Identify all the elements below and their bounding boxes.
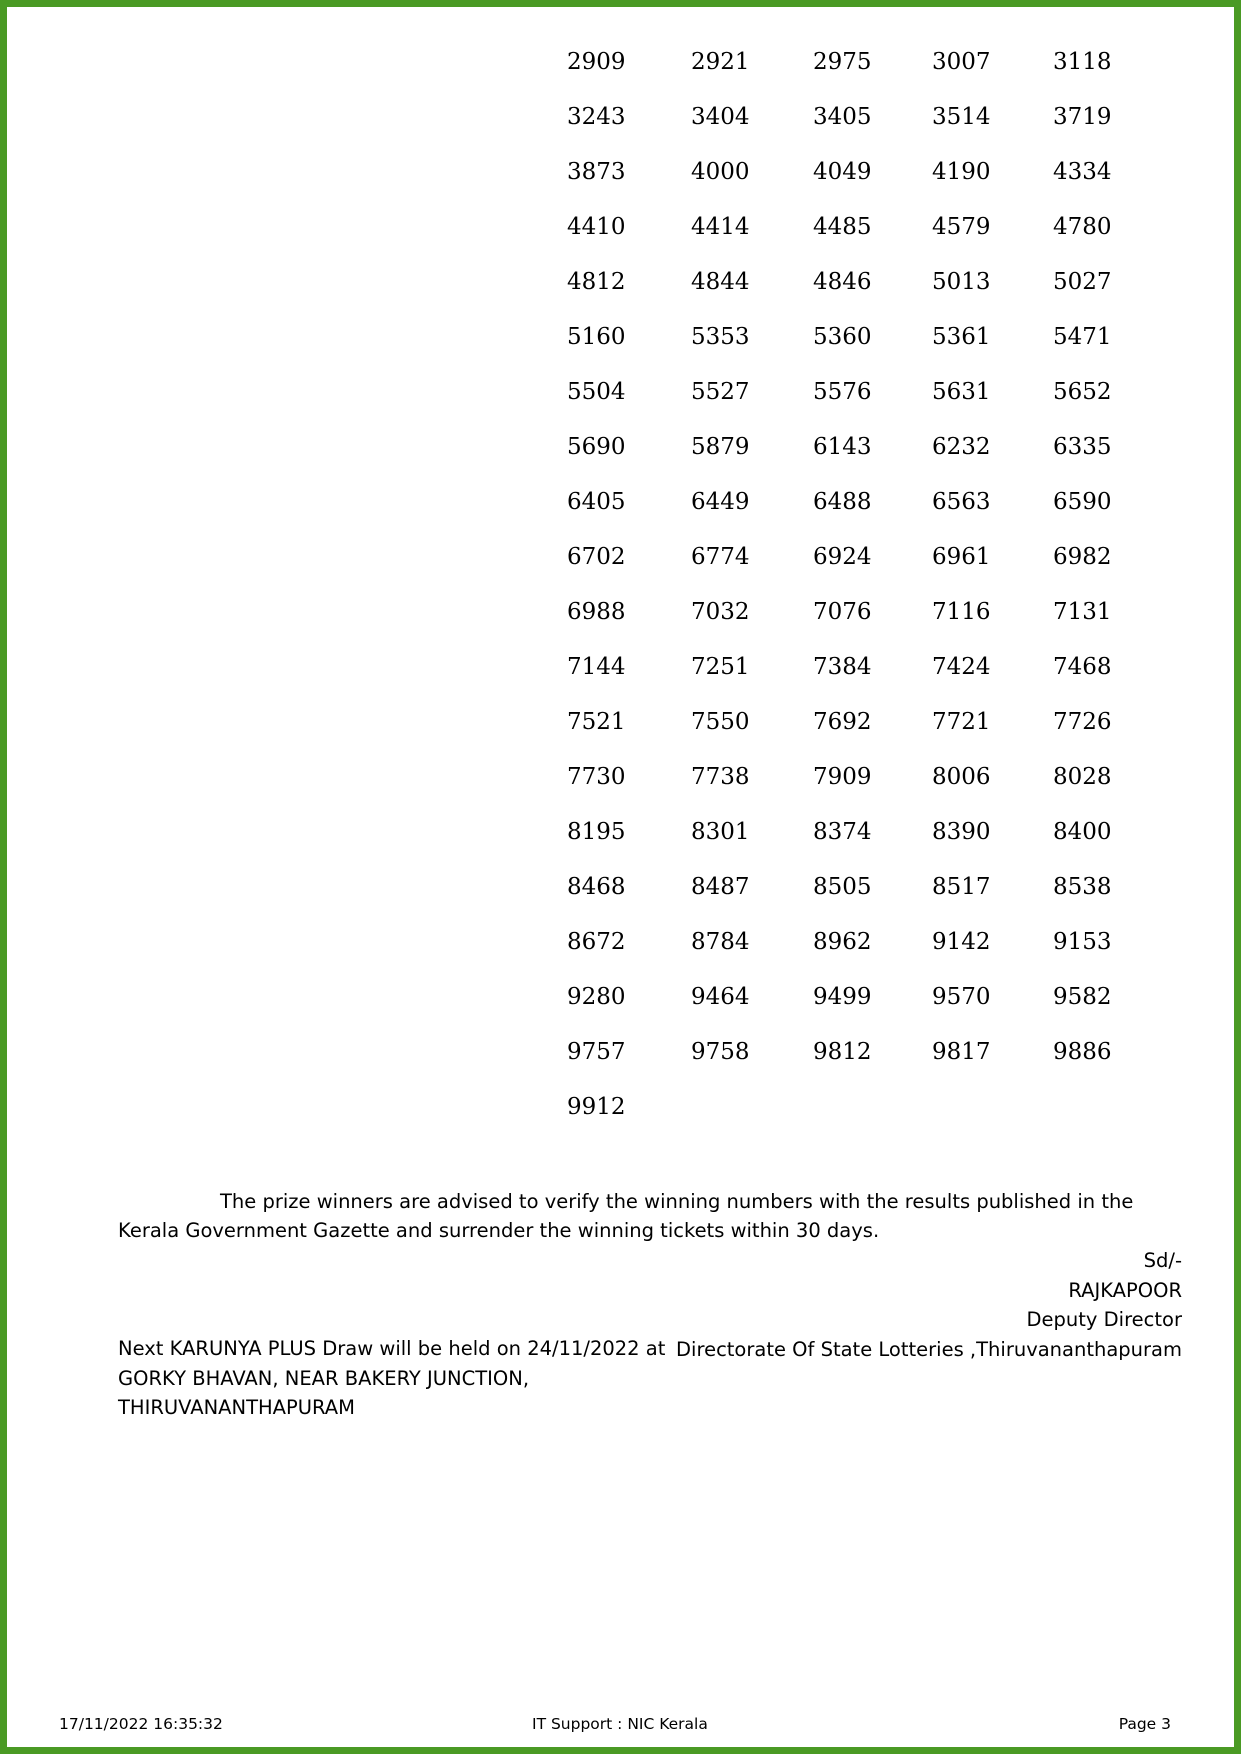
winning-number: 4485 <box>813 214 872 240</box>
winning-number: 6232 <box>932 434 991 460</box>
winning-number: 8468 <box>567 874 626 900</box>
winning-number: 5360 <box>813 324 872 350</box>
winning-number: 8195 <box>567 819 626 845</box>
footer-page-number: Page 3 <box>1118 1715 1171 1733</box>
winning-number: 6988 <box>567 599 626 625</box>
winning-number: 9758 <box>691 1039 750 1065</box>
winning-number: 2921 <box>691 49 750 75</box>
winning-number: 8374 <box>813 819 872 845</box>
winning-number: 6982 <box>1053 544 1112 570</box>
winning-number: 8538 <box>1053 874 1112 900</box>
winning-number: 7909 <box>813 764 872 790</box>
winning-number: 7730 <box>567 764 626 790</box>
next-draw-line-3: THIRUVANANTHAPURAM <box>118 1396 355 1419</box>
winning-number: 8505 <box>813 874 872 900</box>
winning-number: 4414 <box>691 214 750 240</box>
winning-number: 9464 <box>691 984 750 1010</box>
winning-number: 4410 <box>567 214 626 240</box>
winning-number: 9812 <box>813 1039 872 1065</box>
winning-number: 8301 <box>691 819 750 845</box>
winning-number: 3404 <box>691 104 750 130</box>
winning-number: 4844 <box>691 269 750 295</box>
winning-number: 5160 <box>567 324 626 350</box>
winning-numbers-grid <box>567 44 1133 1144</box>
winning-number: 6774 <box>691 544 750 570</box>
winning-number: 3243 <box>567 104 626 130</box>
winning-number: 7032 <box>691 599 750 625</box>
winning-number: 3007 <box>932 49 991 75</box>
winning-number: 2909 <box>567 49 626 75</box>
winning-number: 3405 <box>813 104 872 130</box>
winning-number: 7692 <box>813 709 872 735</box>
winning-number: 7251 <box>691 654 750 680</box>
winning-number: 5353 <box>691 324 750 350</box>
winning-number: 9582 <box>1053 984 1112 1010</box>
winning-number: 6488 <box>813 489 872 515</box>
signatory-office: Directorate Of State Lotteries ,Thiruvananthapuram <box>676 1337 1182 1361</box>
winning-number: 6961 <box>932 544 991 570</box>
winning-number: 8400 <box>1053 819 1112 845</box>
winning-number: 4579 <box>932 214 991 240</box>
winning-number: 5471 <box>1053 324 1112 350</box>
next-draw-line-1: Next KARUNYA PLUS Draw will be held on 24/11/2022 at <box>118 1337 666 1360</box>
winning-number: 7726 <box>1053 709 1112 735</box>
winning-number: 2975 <box>813 49 872 75</box>
winning-number: 3719 <box>1053 104 1112 130</box>
winning-number: 9499 <box>813 984 872 1010</box>
winning-number: 8517 <box>932 874 991 900</box>
winning-number: 4049 <box>813 159 872 185</box>
winning-number: 3118 <box>1053 49 1112 75</box>
winning-number: 7384 <box>813 654 872 680</box>
winning-number: 4190 <box>932 159 991 185</box>
winning-number: 7550 <box>691 709 750 735</box>
winning-number: 4334 <box>1053 159 1112 185</box>
winning-number: 5013 <box>932 269 991 295</box>
winning-number: 3873 <box>567 159 626 185</box>
winning-number: 9153 <box>1053 929 1112 955</box>
winning-number: 7076 <box>813 599 872 625</box>
winning-number: 9817 <box>932 1039 991 1065</box>
signatory-designation: Deputy Director <box>1026 1308 1182 1331</box>
winning-number: 9886 <box>1053 1039 1112 1065</box>
winning-number: 8487 <box>691 874 750 900</box>
winning-number: 7116 <box>932 599 991 625</box>
winning-number: 5527 <box>691 379 750 405</box>
signature-sd: Sd/- <box>1143 1249 1182 1272</box>
winning-number: 4812 <box>567 269 626 295</box>
winning-number: 5576 <box>813 379 872 405</box>
winning-number: 9142 <box>932 929 991 955</box>
winning-number: 5027 <box>1053 269 1112 295</box>
footer-support: IT Support : NIC Kerala <box>532 1715 708 1733</box>
winning-number: 6449 <box>691 489 750 515</box>
notice-text: The prize winners are advised to verify the winning numbers with the results published in the Kerala Government Gazette and surrender the winning tickets within 30 days. <box>118 1190 1134 1242</box>
winning-number: 7144 <box>567 654 626 680</box>
winning-number: 3514 <box>932 104 991 130</box>
winning-number: 4780 <box>1053 214 1112 240</box>
winning-number: 6702 <box>567 544 626 570</box>
winning-number: 6924 <box>813 544 872 570</box>
winning-number: 7721 <box>932 709 991 735</box>
winning-number: 6590 <box>1053 489 1112 515</box>
signature-block <box>676 1246 1182 1364</box>
winning-number: 7131 <box>1053 599 1112 625</box>
winning-number: 7424 <box>932 654 991 680</box>
winning-number: 8962 <box>813 929 872 955</box>
next-draw-line-2: GORKY BHAVAN, NEAR BAKERY JUNCTION, <box>118 1366 530 1390</box>
winning-number: 4000 <box>691 159 750 185</box>
footer-timestamp: 17/11/2022 16:35:32 <box>59 1715 223 1733</box>
winning-number: 9757 <box>567 1039 626 1065</box>
winning-number: 9570 <box>932 984 991 1010</box>
winning-number: 6405 <box>567 489 626 515</box>
winning-number: 9280 <box>567 984 626 1010</box>
winning-number: 5361 <box>932 324 991 350</box>
winning-number: 5652 <box>1053 379 1112 405</box>
winning-number: 7468 <box>1053 654 1112 680</box>
winning-number: 5690 <box>567 434 626 460</box>
winning-number: 6143 <box>813 434 872 460</box>
winning-number: 6335 <box>1053 434 1112 460</box>
signatory-name: RAJKAPOOR <box>1068 1278 1182 1302</box>
winning-number: 4846 <box>813 269 872 295</box>
winning-number: 8006 <box>932 764 991 790</box>
winning-number: 8390 <box>932 819 991 845</box>
winning-number: 9912 <box>567 1094 626 1120</box>
verification-notice <box>118 1187 1178 1245</box>
winning-number: 5631 <box>932 379 991 405</box>
winning-number: 7521 <box>567 709 626 735</box>
winning-number: 8784 <box>691 929 750 955</box>
winning-number: 7738 <box>691 764 750 790</box>
winning-number: 8028 <box>1053 764 1112 790</box>
winning-number: 8672 <box>567 929 626 955</box>
winning-number: 5504 <box>567 379 626 405</box>
winning-number: 5879 <box>691 434 750 460</box>
winning-number: 6563 <box>932 489 991 515</box>
next-draw-info <box>118 1334 678 1423</box>
